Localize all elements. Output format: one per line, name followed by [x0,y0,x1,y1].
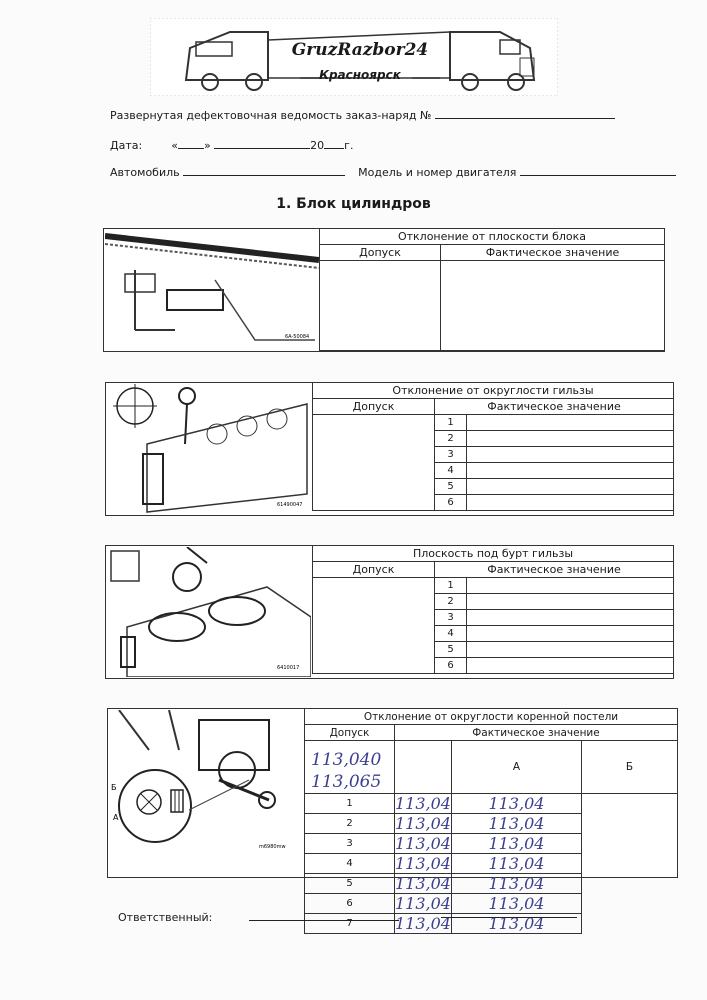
block4-row [305,794,678,814]
block4-value-b[interactable]: 113,04 [451,874,581,894]
block1-figure-icon [105,230,319,350]
block4-row [305,894,678,914]
block3-actual-cell[interactable] [467,642,674,658]
block3-col-tolerance: Допуск [313,562,435,578]
car-field[interactable] [183,165,345,176]
block4-value-a[interactable]: 113,04 [395,794,451,813]
block4-value-b[interactable]: 113,04 [451,794,581,814]
block2-row-number: 1 [435,415,467,431]
block3-actual-cell[interactable] [467,594,674,610]
block2-figure-code: 61490047 [277,502,303,508]
block1-actual-cell[interactable] [441,261,665,351]
block4-row-number: 2 [305,814,395,834]
block3-col-actual: Фактическое значение [435,562,674,578]
block4-row [305,814,678,834]
block3-figure-code: 6410017 [277,665,300,671]
date-open-quote: « [171,139,178,152]
block3-actual-cell[interactable] [467,610,674,626]
block4-tolerance-value-1: 113,040 [311,750,382,770]
block4-row-number: 1 [305,794,395,814]
block4-col-a: А [451,741,581,794]
block3-row-number: 1 [435,578,467,594]
responsible-name-field[interactable] [249,920,399,921]
block4-figure-label-a: А [113,813,119,822]
block2-actual-cell[interactable] [467,447,674,463]
block4-row [305,854,678,874]
block2-actual-cell[interactable] [467,431,674,447]
block1-figure-code: 6A-50084 [285,334,310,340]
block1-caption: Отклонение от плоскости блока [320,229,665,245]
form-title-row [110,108,615,122]
date-year-suffix: г. [344,139,354,152]
block4-value-a[interactable]: 113,04 [395,874,451,893]
block2-actual-cell[interactable] [467,495,674,511]
date-close-quote: » [203,139,211,152]
block4-col-tolerance: Допуск [305,725,395,741]
block3-row-number: 4 [435,626,467,642]
block1-col-tolerance: Допуск [320,245,441,261]
block2-actual-cell[interactable] [467,463,674,479]
block4-caption: Отклонение от округлости коренной постели [305,709,678,725]
block4-value-a[interactable]: 113,04 [395,834,451,853]
block2-row-number: 3 [435,447,467,463]
block1-col-actual: Фактическое значение [441,245,665,261]
block2-row-number: 4 [435,463,467,479]
date-year-field[interactable] [324,138,344,149]
block3-row-number: 5 [435,642,467,658]
block4-value-a[interactable]: 113,04 [395,854,451,873]
block3-actual-cell[interactable] [467,626,674,642]
car-row [110,165,676,179]
block4-figure-label-b: Б [111,783,117,792]
block4-col-actual: Фактическое значение [395,725,678,741]
block4-col-b: Б [581,741,677,794]
block4-figure-code: m6980mw [259,844,286,850]
block4-row-number: 5 [305,874,395,894]
order-number-field[interactable] [435,108,615,119]
responsible-label: Ответственный: [118,911,213,924]
block4-value-b[interactable]: 113,04 [451,914,581,934]
block2-row [313,415,674,431]
block3-row-number: 6 [435,658,467,674]
date-year-prefix: 20 [310,139,325,152]
responsible-signature-field[interactable] [441,917,577,918]
block4-row [305,874,678,894]
block4-value-a[interactable]: 113,04 [395,894,451,913]
block4-row-number: 6 [305,894,395,914]
block2-figure-icon [107,384,311,514]
block4-row-number: 7 [305,914,395,934]
block4-row [305,834,678,854]
date-row [110,138,353,152]
block2-table [312,382,674,511]
block4-value-b[interactable]: 113,04 [451,834,581,854]
date-label: Дата: [110,139,143,152]
block2-col-actual: Фактическое значение [435,399,674,415]
date-day-field[interactable] [178,138,204,149]
block3-caption: Плоскость под бурт гильзы [313,546,674,562]
block4-row-number: 4 [305,854,395,874]
block3-row-number: 3 [435,610,467,626]
block3-actual-cell[interactable] [467,578,674,594]
engine-field[interactable] [520,165,676,176]
section-title: 1. Блок цилиндров [276,196,431,212]
block3-row-number: 2 [435,594,467,610]
engine-label: Модель и номер двигателя [358,166,517,179]
block1-table [319,228,665,351]
block3-tolerance-cell[interactable] [313,578,435,674]
block4-value-b[interactable]: 113,04 [451,814,581,834]
block2-actual-cell[interactable] [467,479,674,495]
block2-row-number: 2 [435,431,467,447]
block1-tolerance-cell[interactable] [320,261,441,351]
block4-tolerance-cell[interactable] [305,741,395,794]
block2-col-tolerance: Допуск [313,399,435,415]
block4-value-b[interactable]: 113,04 [451,854,581,874]
block3-row [313,578,674,594]
car-label: Автомобиль [110,166,180,179]
company-logo [150,18,558,96]
block4-tolerance-value-2: 113,065 [311,772,382,792]
date-month-field[interactable] [214,138,310,149]
block2-tolerance-cell[interactable] [313,415,435,511]
block4-value-a[interactable]: 113,04 [395,814,451,833]
block2-caption: Отклонение от округлости гильзы [313,383,674,399]
block4-value-b[interactable]: 113,04 [451,894,581,914]
block4-figure-icon [109,710,303,876]
block4-row-number: 3 [305,834,395,854]
block3-table [312,545,674,674]
form-title: Развернутая дефектовочная ведомость заказ-наряд № [110,109,432,122]
block3-figure-icon [107,547,311,677]
block4-value-a[interactable]: 113,04 [395,914,451,933]
block2-row-number: 5 [435,479,467,495]
block4-table [304,708,678,934]
block2-actual-cell[interactable] [467,415,674,431]
block3-actual-cell[interactable] [467,658,674,674]
block2-row-number: 6 [435,495,467,511]
logo-city: Красноярск [319,68,401,82]
logo-text: GruzRazbor24 [291,40,429,60]
